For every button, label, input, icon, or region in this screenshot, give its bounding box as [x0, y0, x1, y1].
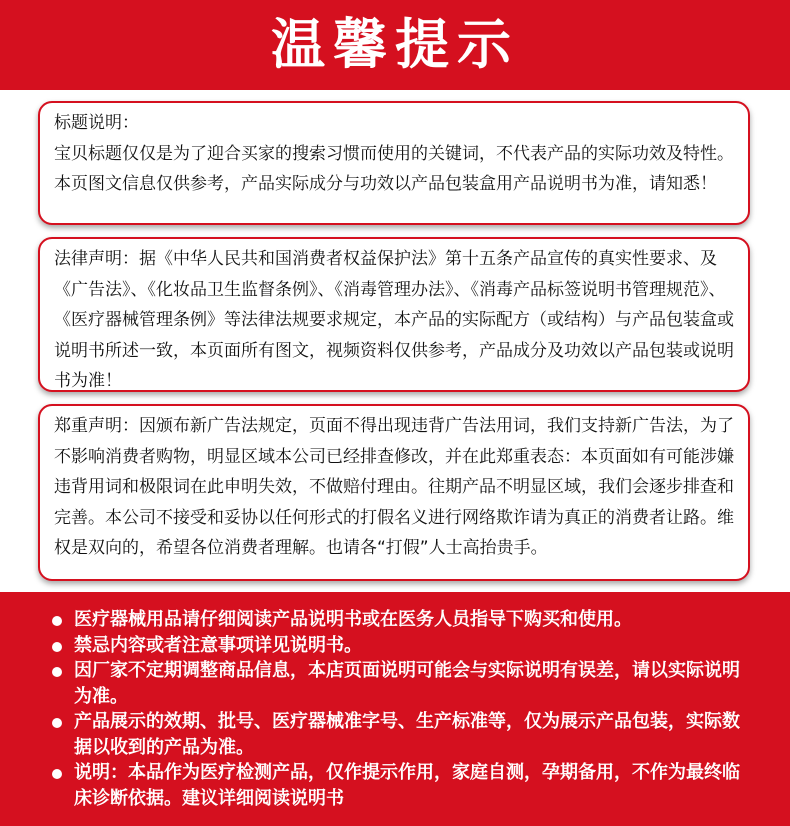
footer-notice-item	[52, 709, 750, 760]
bullet-dot-icon	[52, 667, 62, 677]
footer-notice-item	[52, 658, 750, 709]
footer-notice-text: 说明：本品作为医疗检测产品，仅作提示作用，家庭自测，孕期备用，不作为最终临床诊断依据。建议详细阅读说明书	[74, 762, 740, 809]
title-description-text: 标题说明： 宝贝标题仅仅是为了迎合买家的搜索习惯而使用的关键词，不代表产品的实际功效及特性。本页图文信息仅供参考，产品实际成分与功效以产品包装盒用产品说明书为准，请知悉！	[54, 113, 734, 194]
bullet-dot-icon	[52, 718, 62, 728]
legal-statement-text: 法律声明：据《中华人民共和国消费者权益保护法》第十五条产品宣传的真实性要求、及《广告法》、《化妆品卫生监督条例》、《消毒管理办法》、《消毒产品标签说明书管理规范》、《医疗器械管理条例》等法律法规要求规定，本产品的实际配方（或结构）与产品包装盒或说明书所述一致，本页面所有图文，视频资料仅供参考，产品成分及功效以产品包装或说明书为准！	[54, 249, 734, 391]
legal-statement-box	[38, 237, 750, 392]
footer-notice-text: 因厂家不定期调整商品信息，本店页面说明可能会与实际说明有误差，请以实际说明为准。	[74, 660, 740, 707]
footer-notice-item	[52, 607, 750, 633]
footer-notice-text: 产品展示的效期、批号、医疗器械准字号、生产标准等，仅为展示产品包装，实际数据以收到的产品为准。	[74, 711, 740, 758]
footer-notice-panel	[0, 592, 790, 826]
footer-notice-item	[52, 633, 750, 659]
title-description-box	[38, 101, 750, 225]
bullet-dot-icon	[52, 642, 62, 652]
footer-notice-item	[52, 760, 750, 811]
header-banner	[0, 0, 790, 90]
bullet-dot-icon	[52, 769, 62, 779]
solemn-statement-text: 郑重声明：因颁布新广告法规定，页面不得出现违背广告法用词，我们支持新广告法，为了不影响消费者购物，明显区域本公司已经排查修改，并在此郑重表态：本页面如有可能涉嫌违背用词和极限词在此申明失效，不做赔付理由。往期产品不明显区域，我们会逐步排查和完善。本公司不接受和妥协以任何形式的打假名义进行网络欺诈请为真正的消费者让路。维权是双向的，希望各位消费者理解。也请各“打假”人士高抬贵手。	[54, 416, 734, 558]
page-title: 温馨提示	[271, 13, 519, 76]
footer-notice-list	[0, 592, 790, 811]
footer-notice-text: 医疗器械用品请仔细阅读产品说明书或在医务人员指导下购买和使用。	[74, 609, 632, 630]
solemn-statement-box	[38, 404, 750, 581]
bullet-dot-icon	[52, 616, 62, 626]
footer-notice-text: 禁忌内容或者注意事项详见说明书。	[74, 634, 362, 656]
